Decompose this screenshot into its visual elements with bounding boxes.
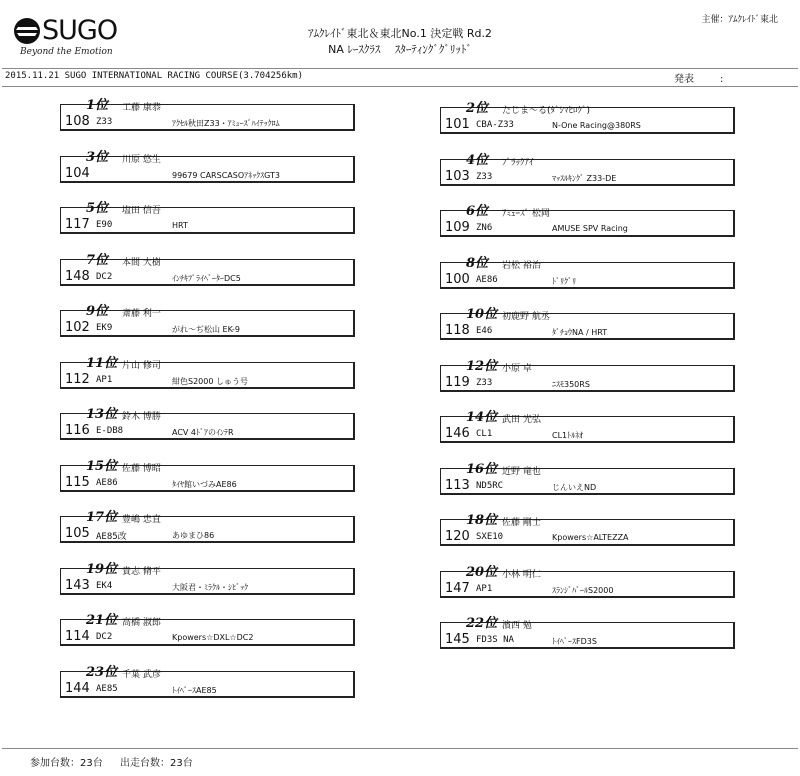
car-model: AE85改 (96, 532, 127, 542)
car-model: DC2 (96, 632, 113, 642)
grid-slot (60, 508, 358, 544)
car-number: 101 (445, 117, 470, 132)
car-name: ﾄｲﾍﾟｰｽAE85 (172, 685, 217, 695)
driver-name: 豊嶋 忠直 (122, 515, 161, 525)
driver-name: 岩松 裕治 (502, 260, 541, 271)
car-name: Kpowers☆ALTEZZA (552, 533, 629, 542)
grid-slot (60, 354, 358, 390)
car-model: EK4 (96, 580, 113, 591)
grid-slot (60, 199, 358, 235)
grid-position: 19位 (86, 561, 118, 577)
footer (2, 748, 798, 769)
grid-position: 1位 (86, 98, 109, 113)
driver-name: 千葉 武彦 (122, 669, 161, 680)
car-number: 114 (65, 629, 90, 644)
car-model: ND5RC (476, 480, 504, 491)
car-name: HRT (172, 221, 188, 230)
grid-position: 11位 (86, 355, 118, 371)
car-model: AP1 (476, 583, 493, 594)
grid-position: 8位 (466, 255, 489, 271)
car-name: N-One Racing@380RS (552, 121, 641, 130)
grid-slot (60, 611, 358, 647)
grid-position: 12位 (466, 358, 498, 374)
car-model: CL1 (476, 429, 493, 439)
car-model: Z33 (96, 117, 113, 127)
car-model: Z33 (476, 377, 493, 388)
car-name: 99679 CARSCASOｱﾈｯｸｽGT3 (172, 170, 281, 180)
grid-slot (440, 357, 738, 393)
driver-name: 片山 修司 (122, 360, 161, 371)
driver-name: ｱﾐｭｰｽﾞ 松岡 (502, 209, 550, 219)
car-model: E46 (476, 326, 493, 336)
car-name: じんいえND (552, 482, 597, 492)
car-name: Kpowers☆DXL☆DC2 (172, 633, 254, 642)
car-model: AE86 (476, 274, 498, 285)
car-number: 109 (445, 220, 470, 235)
car-number: 116 (65, 423, 90, 438)
car-name: あゆまひ86 (172, 531, 215, 540)
car-number: 112 (65, 371, 90, 387)
grid-position: 9位 (86, 304, 109, 319)
car-model: SXE10 (476, 532, 504, 542)
car-model: Z33 (476, 171, 493, 182)
grid-position: 3位 (86, 149, 109, 165)
grid-slot (440, 151, 738, 187)
grid-position: 21位 (86, 613, 118, 628)
driver-name: 斎藤 利一 (122, 309, 161, 319)
grid-slot (60, 148, 358, 184)
driver-name: 鈴木 博勝 (122, 412, 161, 422)
announce-colon: : (720, 74, 724, 85)
driver-name: 近野 竜也 (502, 466, 541, 477)
grid-position: 4位 (466, 152, 489, 168)
car-model: FD3S NA (476, 635, 514, 645)
grid-position: 6位 (466, 204, 489, 219)
car-name: ACV 4ﾄﾞｱのｲﾝﾃR (172, 428, 234, 437)
driver-name: 濱西 勉 (502, 621, 532, 631)
driver-name: 佐藤 剛士 (502, 518, 541, 528)
car-name: ｲﾝﾁｷﾌﾟﾗｲﾍﾞｰﾀｰDC5 (172, 273, 241, 283)
grid-slot (440, 254, 738, 290)
car-number: 148 (65, 268, 90, 284)
grid-position: 22位 (466, 616, 498, 631)
grid-slot (440, 563, 738, 599)
grid-slot (440, 99, 738, 135)
car-model: AP1 (96, 374, 113, 385)
grid-position: 23位 (86, 664, 118, 680)
grid-position: 7位 (86, 252, 109, 268)
car-model: E-DB8 (96, 426, 124, 436)
car-name: ﾄﾞﾘｸﾞﾘ (552, 276, 576, 286)
car-name: ｱｸｾﾙ秋田Z33・ｱﾐｭｰｽﾞﾊｲﾃｯｸﾛﾑ (172, 119, 280, 128)
entries-count: 参加台数：23台 (30, 758, 103, 769)
grid-position: 14位 (466, 410, 498, 425)
car-name: AMUSE SPV Racing (552, 224, 628, 233)
car-number: 113 (445, 477, 470, 493)
starters-count: 出走台数：23台 (120, 758, 193, 769)
logo-text: SUGO (42, 15, 118, 46)
grid-position: 20位 (466, 564, 498, 580)
event-title: ｱﾑｸﾚｲﾄﾞ東北＆東北No.1 決定戦 Rd.2 (308, 27, 492, 40)
car-number: 108 (65, 114, 90, 129)
car-number: 147 (445, 580, 470, 596)
grid-slot (440, 305, 738, 341)
date-course: 2015.11.21 SUGO INTERNATIONAL RACING COURSE(3.704256km) (5, 71, 304, 81)
grid-slot (60, 663, 358, 699)
car-name: ﾀｲﾔ館いづみAE86 (172, 479, 237, 489)
car-name: ﾄｲﾍﾟｰｽFD3S (552, 637, 597, 646)
car-name: ﾀﾞﾁｮｳNA / HRT (552, 328, 608, 337)
driver-name: たじま～る(ﾀﾞｼﾏﾋﾛｸﾞ) (502, 106, 591, 116)
driver-name: 小林 明仁 (502, 569, 541, 580)
class-title: NA ﾚｰｽｸﾗｽ ｽﾀｰﾃｨﾝｸﾞｸﾞﾘｯﾄﾞ (328, 43, 472, 56)
grid-position: 16位 (466, 461, 498, 477)
driver-name: 塩田 信吾 (122, 206, 161, 216)
car-name: CL1ﾄﾙﾈｵ (552, 431, 584, 440)
car-name: ﾆｽﾓ350RS (552, 379, 590, 389)
grid-slot (60, 457, 358, 493)
car-number: 146 (445, 426, 470, 441)
announce-label: 発表 (674, 74, 694, 85)
driver-name: 佐藤 博昭 (122, 463, 161, 474)
car-number: 120 (445, 529, 470, 544)
driver-name: 小原 卓 (502, 363, 532, 374)
car-model: ZN6 (476, 223, 493, 233)
car-model: CBA-Z33 (476, 120, 514, 130)
car-model: DC2 (96, 271, 113, 282)
car-number: 115 (65, 474, 90, 490)
driver-name: ﾌﾞﾗｯｸｱｲ (502, 157, 534, 168)
car-number: 144 (65, 680, 90, 696)
car-model: AE85 (96, 683, 118, 694)
car-number: 102 (65, 320, 90, 335)
driver-name: 武田 光弘 (502, 415, 541, 425)
car-name: 紺色S2000 しゅう号 (172, 376, 248, 386)
grid-position: 10位 (466, 307, 498, 322)
grid-slot (440, 614, 738, 650)
driver-name: 川原 悠生 (122, 154, 161, 165)
driver-name: 初鹿野 航丞 (502, 312, 550, 322)
car-model: EK9 (96, 323, 113, 333)
grid-slot (440, 202, 738, 238)
grid-slot (60, 405, 358, 441)
grid-position: 2位 (466, 101, 489, 116)
driver-name: 工藤 康恭 (122, 103, 161, 113)
grid-slot (60, 251, 358, 287)
car-number: 118 (445, 323, 470, 338)
car-name: がれ～ぢ松山 EK-9 (172, 325, 240, 334)
car-name: ｽﾗﾝｼﾞﾊﾞｰﾙS2000 (552, 585, 614, 595)
car-model: E90 (96, 220, 113, 230)
car-model: AE86 (96, 477, 118, 488)
driver-name: 貴志 脩平 (122, 566, 161, 577)
grid-position: 5位 (86, 201, 109, 216)
car-name: ﾏｯｽﾙｷﾝｸﾞ Z33-DE (552, 173, 617, 183)
driver-name: 高橋 淑郎 (122, 618, 161, 628)
grid-slot (440, 408, 738, 444)
car-number: 117 (65, 217, 90, 232)
car-number: 100 (445, 271, 470, 287)
grid-slot (60, 302, 358, 338)
grid-position: 13位 (86, 407, 118, 422)
organizer-label: 主催：ｱﾑｸﾚｲﾄﾞ東北 (701, 15, 778, 25)
car-number: 119 (445, 374, 470, 390)
grid-position: 15位 (86, 458, 118, 474)
grid-slot (60, 96, 358, 132)
car-number: 143 (65, 577, 90, 593)
car-number: 145 (445, 632, 470, 647)
car-name: 大阪君・ﾐﾗｸﾙ・ｼﾋﾞｯｸ (172, 582, 248, 592)
car-number: 103 (445, 168, 470, 184)
car-number: 104 (65, 165, 90, 181)
driver-name: 本間 大樹 (122, 257, 161, 268)
grid-slot (440, 511, 738, 547)
logo-tagline: Beyond the Emotion (20, 47, 113, 57)
grid-slot (440, 460, 738, 496)
grid-slot (60, 560, 358, 596)
car-number: 105 (65, 526, 90, 541)
grid-position: 17位 (86, 510, 118, 525)
grid-position: 18位 (466, 513, 498, 528)
